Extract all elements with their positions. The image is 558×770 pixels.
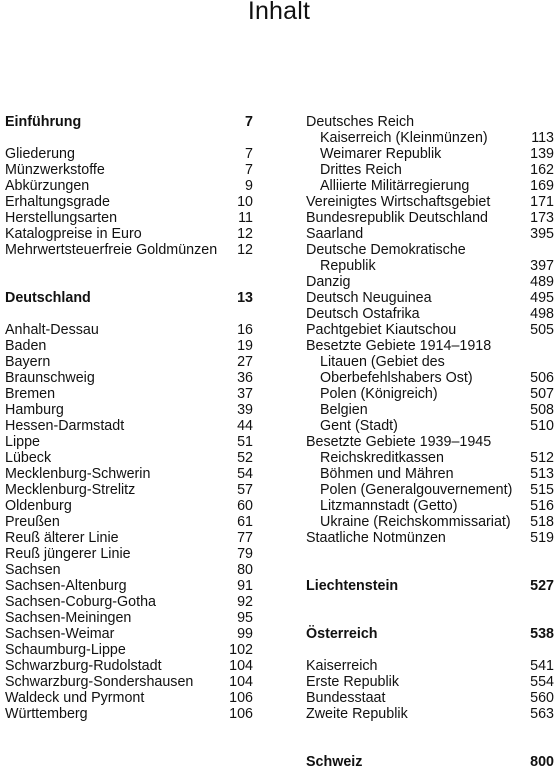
toc-page-number: 91 [237,578,253,594]
toc-entry-title: Staatliche Notmünzen [306,530,446,546]
toc-entry-title: Schaumburg-Lippe [5,642,126,658]
toc-entry[interactable] [306,258,554,274]
toc-page-number: 498 [530,306,554,322]
toc-page-number: 27 [237,354,253,370]
toc-entry[interactable] [5,482,253,498]
toc-spacer [306,594,554,610]
toc-page-number: 162 [530,162,554,178]
toc-entry[interactable] [306,658,554,674]
toc-entry-title: Hessen-Darmstadt [5,418,125,434]
toc-entry-title: Reuß jüngerer Linie [5,546,131,562]
toc-entry[interactable] [306,418,554,434]
toc-page-number: 489 [530,274,554,290]
toc-entry-title: Abkürzungen [5,178,90,194]
toc-entry[interactable] [5,530,253,546]
toc-entry[interactable] [5,418,253,434]
toc-page-number: 10 [237,194,253,210]
toc-entry[interactable] [5,178,253,194]
toc-entry[interactable] [5,674,253,690]
toc-entry-title: Katalogpreise in Euro [5,226,142,242]
toc-entry[interactable] [306,338,554,354]
toc-entry[interactable] [5,642,253,658]
toc-entry-title: Polen (Generalgouvernement) [320,482,513,498]
toc-entry-title: Lippe [5,434,40,450]
toc-right-column [306,114,554,770]
toc-page-number: 13 [237,290,253,306]
toc-entry[interactable] [5,450,253,466]
toc-page-number: 527 [530,578,554,594]
toc-page-number: 507 [530,386,554,402]
page-title: Inhalt [247,0,311,25]
toc-spacer [306,722,554,738]
toc-entry[interactable] [5,322,253,338]
toc-entry-title: Sachsen [5,562,61,578]
toc-entry[interactable] [306,434,554,450]
toc-entry-title: Mecklenburg-Strelitz [5,482,136,498]
toc-entry-title: Schwarzburg-Sondershausen [5,674,194,690]
toc-entry-title: Vereinigtes Wirtschaftsgebiet [306,194,491,210]
toc-page-number: 104 [229,658,253,674]
toc-entry-title: Mecklenburg-Schwerin [5,466,151,482]
toc-page-number: 519 [530,530,554,546]
toc-section-heading[interactable] [306,754,554,770]
toc-page-number: 77 [237,530,253,546]
toc-page-number: 397 [530,258,554,274]
toc-page-number: 506 [530,370,554,386]
toc-entry-title: Gent (Stadt) [320,418,398,434]
toc-page-number: 51 [237,434,253,450]
toc-page-number: 538 [530,626,554,642]
toc-entry[interactable] [306,306,554,322]
toc-page-number: 9 [245,178,253,194]
toc-spacer [306,562,554,578]
toc-entry-title: Saarland [306,226,364,242]
toc-entry[interactable] [5,162,253,178]
toc-page-number: 52 [237,450,253,466]
toc-entry[interactable] [5,562,253,578]
toc-page-number: 169 [530,178,554,194]
toc-entry-title: Bundesstaat [306,690,386,706]
toc-entry-title: Deutschland [5,290,91,306]
toc-page-number: 57 [237,482,253,498]
toc-page-number: 515 [530,482,554,498]
toc-page-number: 95 [237,610,253,626]
toc-entry-title: Schweiz [306,754,363,770]
toc-entry-title: Kaiserreich (Kleinmünzen) [320,130,488,146]
toc-entry[interactable] [5,690,253,706]
toc-entry[interactable] [306,466,554,482]
toc-entry-title: Bundesrepublik Deutschland [306,210,489,226]
toc-entry-title: Oberbefehlshabers Ost) [320,370,473,386]
toc-entry-title: Deutsch Neuguinea [306,290,432,306]
toc-section-heading[interactable] [306,626,554,642]
toc-spacer [306,546,554,562]
toc-entry-title: Republik [320,258,376,274]
toc-entry-title: Einführung [5,114,82,130]
toc-page-number: 510 [530,418,554,434]
toc-entry-title: Hamburg [5,402,64,418]
toc-page-number: 12 [237,226,253,242]
toc-entry[interactable] [306,674,554,690]
toc-page-number: 44 [237,418,253,434]
toc-entry-title: Sachsen-Weimar [5,626,115,642]
toc-entry[interactable] [306,402,554,418]
toc-entry-title: Anhalt-Dessau [5,322,99,338]
toc-entry[interactable] [5,338,253,354]
toc-entry-title: Pachtgebiet Kiautschou [306,322,457,338]
toc-entry[interactable] [306,530,554,546]
toc-entry-title: Sachsen-Coburg-Gotha [5,594,156,610]
toc-entry-title: Erhaltungsgrade [5,194,110,210]
toc-page-number: 508 [530,402,554,418]
toc-entry[interactable] [306,226,554,242]
toc-section-heading[interactable] [5,114,253,130]
toc-page-number: 19 [237,338,253,354]
toc-entry-title: Herstellungsarten [5,210,118,226]
toc-entry[interactable] [306,370,554,386]
toc-entry-title: Waldeck und Pyrmont [5,690,145,706]
toc-entry[interactable] [5,498,253,514]
toc-entry[interactable] [306,194,554,210]
toc-page-number: 36 [237,370,253,386]
toc-entry-title: Ukraine (Reichskommissariat) [320,514,511,530]
toc-entry-title: Deutsche Demokratische [306,242,466,258]
toc-entry[interactable] [5,514,253,530]
toc-entry[interactable] [5,594,253,610]
toc-entry-title: Alliierte Militärregierung [320,178,470,194]
toc-entry-title: Polen (Königreich) [320,386,438,402]
toc-page-number: 60 [237,498,253,514]
toc-entry-title: Bremen [5,386,56,402]
toc-page-number: 505 [530,322,554,338]
toc-entry[interactable] [306,178,554,194]
toc-entry-title: Sachsen-Meiningen [5,610,132,626]
toc-entry-title: Weimarer Republik [320,146,442,162]
toc-page-number: 7 [245,162,253,178]
toc-entry-title: Reichskreditkassen [320,450,444,466]
toc-entry[interactable] [306,498,554,514]
toc-entry[interactable] [5,210,253,226]
toc-entry[interactable] [306,114,554,130]
toc-page-number: 12 [237,242,253,258]
toc-page-number: 395 [530,226,554,242]
toc-entry[interactable] [5,434,253,450]
toc-entry-title: Oldenburg [5,498,72,514]
toc-spacer [306,610,554,626]
toc-entry-title: Schwarzburg-Rudolstadt [5,658,162,674]
toc-entry-title: Österreich [306,626,378,642]
toc-spacer [5,274,253,290]
toc-page-number: 800 [530,754,554,770]
toc-page-number: 171 [530,194,554,210]
toc-entry-title: Litauen (Gebiet des [320,354,445,370]
toc-entry[interactable] [5,402,253,418]
toc-entry[interactable] [306,322,554,338]
toc-entry-title: Gliederung [5,146,75,162]
toc-page-number: 512 [530,450,554,466]
toc-page-number: 173 [530,210,554,226]
toc-entry[interactable] [5,194,253,210]
toc-entry[interactable] [5,242,253,258]
toc-entry-title: Erste Republik [306,674,399,690]
toc-entry[interactable] [306,290,554,306]
toc-entry-title: Württemberg [5,706,88,722]
toc-entry-title: Baden [5,338,47,354]
toc-entry[interactable] [306,354,554,370]
toc-entry[interactable] [306,146,554,162]
toc-spacer [5,130,253,146]
toc-page-number: 102 [229,642,253,658]
toc-entry-title: Besetzte Gebiete 1914–1918 [306,338,492,354]
toc-page-number: 39 [237,402,253,418]
toc-section-heading[interactable] [306,578,554,594]
toc-entry-title: Drittes Reich [320,162,402,178]
toc-page-number: 79 [237,546,253,562]
toc-entry-title: Kaiserreich [306,658,378,674]
toc-page-number: 560 [530,690,554,706]
toc-entry-title: Bayern [5,354,51,370]
toc-page-number: 518 [530,514,554,530]
toc-entry[interactable] [5,466,253,482]
toc-entry-title: Belgien [320,402,368,418]
toc-entry[interactable] [5,658,253,674]
toc-entry[interactable] [306,690,554,706]
toc-entry-title: Deutsch Ostafrika [306,306,420,322]
toc-section-heading[interactable] [5,290,253,306]
toc-page-number: 92 [237,594,253,610]
toc-page-number: 113 [531,130,554,146]
toc-page-number: 495 [530,290,554,306]
toc-page-number: 106 [229,690,253,706]
toc-entry-title: Zweite Republik [306,706,408,722]
toc-page-number: 11 [238,210,253,226]
toc-left-column [5,114,253,722]
toc-entry[interactable] [306,162,554,178]
toc-entry-title: Preußen [5,514,60,530]
toc-entry[interactable] [306,274,554,290]
toc-page-number: 54 [237,466,253,482]
toc-entry-title: Liechtenstein [306,578,399,594]
toc-entry[interactable] [306,242,554,258]
toc-page-number: 7 [245,146,253,162]
toc-page-number: 139 [530,146,554,162]
toc-page-number: 7 [245,114,253,130]
toc-page-number: 516 [530,498,554,514]
toc-entry[interactable] [306,210,554,226]
toc-entry[interactable] [306,386,554,402]
toc-spacer [5,306,253,322]
toc-entry-title: Böhmen und Mähren [320,466,454,482]
toc-entry[interactable] [306,514,554,530]
toc-page-number: 99 [237,626,253,642]
toc-page-number: 106 [229,706,253,722]
toc-page-number: 554 [530,674,554,690]
toc-page-number: 104 [229,674,253,690]
toc-page-number: 513 [530,466,554,482]
toc-page-number: 37 [237,386,253,402]
toc-entry[interactable] [5,626,253,642]
toc-entry-title: Mehrwertsteuerfreie Goldmünzen [5,242,218,258]
toc-page-number: 563 [530,706,554,722]
toc-entry[interactable] [5,578,253,594]
toc-entry[interactable] [5,386,253,402]
toc-entry[interactable] [306,130,554,146]
toc-entry-title: Sachsen-Altenburg [5,578,127,594]
toc-page-number: 80 [237,562,253,578]
toc-entry[interactable] [5,610,253,626]
toc-page-number: 61 [237,514,253,530]
toc-entry[interactable] [5,146,253,162]
toc-entry-title: Braunschweig [5,370,95,386]
toc-entry[interactable] [5,354,253,370]
toc-entry-title: Litzmannstadt (Getto) [320,498,458,514]
toc-spacer [306,642,554,658]
toc-entry-title: Lübeck [5,450,52,466]
toc-entry-title: Danzig [306,274,351,290]
toc-page-number: 541 [530,658,554,674]
toc-entry-title: Deutsches Reich [306,114,415,130]
toc-entry-title: Reuß älterer Linie [5,530,119,546]
toc-entry[interactable] [5,370,253,386]
toc-entry[interactable] [5,546,253,562]
toc-entry[interactable] [5,226,253,242]
toc-spacer [306,738,554,754]
toc-page-number: 16 [237,322,253,338]
toc-entry[interactable] [306,482,554,498]
toc-spacer [5,258,253,274]
toc-entry-title: Besetzte Gebiete 1939–1945 [306,434,492,450]
toc-entry[interactable] [306,450,554,466]
toc-entry-title: Münzwerkstoffe [5,162,105,178]
